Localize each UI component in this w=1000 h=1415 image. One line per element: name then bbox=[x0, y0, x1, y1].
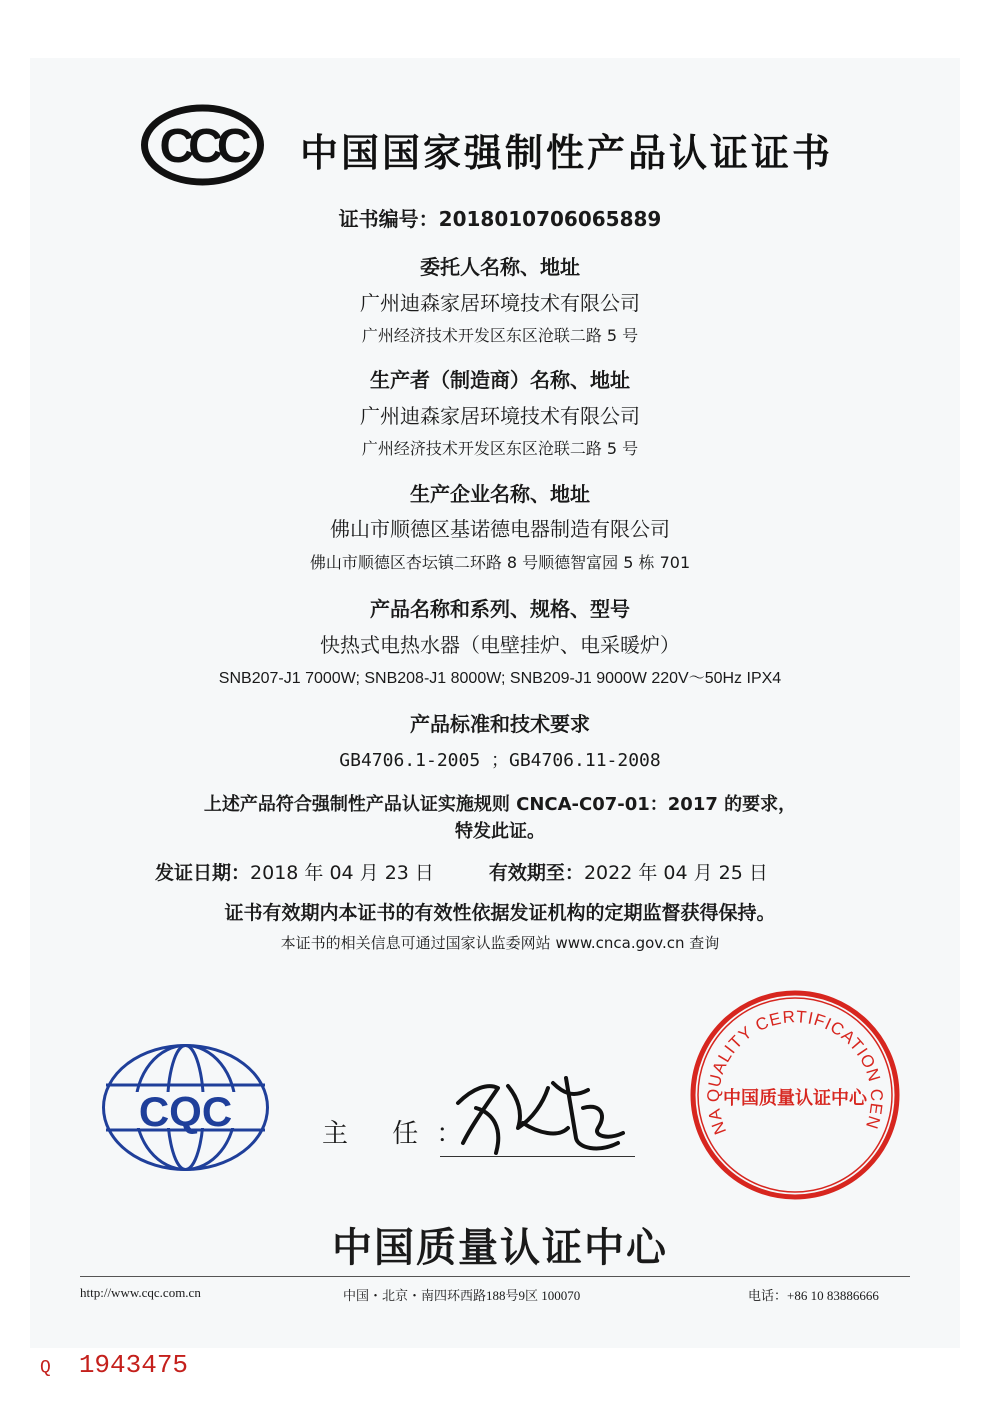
cqc-logo bbox=[98, 1040, 273, 1175]
applicant-heading: 委托人名称、地址 bbox=[420, 255, 580, 279]
conformity-line-2: 特发此证。 bbox=[455, 821, 545, 842]
svg-text:CHINA QUALITY CERTIFICATION CE: NA QUALITY CERTIFICATION CEN bbox=[703, 1007, 887, 1138]
factory-heading: 生产企业名称、地址 bbox=[410, 482, 590, 506]
expiry-date-label: 有效期至： bbox=[488, 862, 584, 884]
issuing-organization: 中国质量认证中心 bbox=[332, 1225, 668, 1271]
validity-note: 证书有效期内本证书的有效性依据发证机构的定期监督获得保持。 bbox=[224, 902, 776, 924]
footer-divider bbox=[80, 1276, 910, 1277]
manufacturer-heading: 生产者（制造商）名称、地址 bbox=[370, 368, 630, 392]
product-heading: 产品名称和系列、规格、型号 bbox=[370, 597, 630, 621]
factory-address: 佛山市顺德区杏坛镇二环路 8 号顺德智富园 5 栋 701 bbox=[309, 553, 691, 572]
certificate-title: 中国国家强制性产品认证证书 bbox=[300, 131, 834, 175]
serial-prefix: Q bbox=[40, 1358, 51, 1378]
expiry-date-value: 2022 年 04 月 25 日 bbox=[583, 862, 768, 884]
serial-value: 1943475 bbox=[78, 1350, 189, 1380]
standards-heading: 产品标准和技术要求 bbox=[410, 712, 590, 736]
applicant-name: 广州迪森家居环境技术有限公司 bbox=[360, 291, 640, 315]
footer-phone: 电话：+86 10 83886666 bbox=[748, 1288, 879, 1303]
footer-website[interactable]: http://www.cqc.com.cn bbox=[80, 1285, 201, 1300]
product-models: SNB207-J1 7000W; SNB208-J1 8000W; SNB209-J1 9000W 220V～50Hz IPX4 bbox=[218, 670, 782, 687]
svg-text:CCC: CCC bbox=[159, 120, 246, 173]
conformity-line-1: 上述产品符合强制性产品认证实施规则 CNCA-C07-01：2017 的要求， bbox=[203, 794, 797, 815]
signature-line bbox=[440, 1156, 635, 1157]
svg-text:CQC: CQC bbox=[138, 1088, 233, 1135]
dates-row bbox=[155, 858, 768, 885]
manufacturer-name: 广州迪森家居环境技术有限公司 bbox=[360, 404, 640, 428]
director-label: 主 任： bbox=[322, 1119, 481, 1149]
issue-date-value: 2018 年 04 月 23 日 bbox=[250, 862, 434, 884]
manufacturer-address: 广州经济技术开发区东区沧联二路 5 号 bbox=[361, 439, 639, 458]
factory-name: 佛山市顺德区基诺德电器制造有限公司 bbox=[330, 517, 670, 541]
ccc-logo bbox=[140, 104, 265, 186]
product-name: 快热式电热水器（电壁挂炉、电采暖炉） bbox=[320, 633, 680, 657]
certificate-number: 证书编号：2018010706065889 bbox=[338, 207, 662, 231]
svg-text:中国质量认证中心: 中国质量认证中心 bbox=[723, 1088, 867, 1109]
director-signature bbox=[448, 1068, 638, 1163]
serial-number bbox=[40, 1350, 188, 1380]
inquiry-note: 本证书的相关信息可通过国家认监委网站 www.cnca.gov.cn 查询 bbox=[280, 934, 720, 952]
standards-value: GB4706.1-2005 ；GB4706.11-2008 bbox=[339, 750, 661, 771]
footer-address: 中国・北京・南四环西路188号9区 100070 bbox=[343, 1288, 581, 1303]
applicant-address: 广州经济技术开发区东区沧联二路 5 号 bbox=[361, 326, 639, 345]
issue-date-label: 发证日期： bbox=[155, 862, 251, 884]
official-seal bbox=[688, 988, 902, 1202]
